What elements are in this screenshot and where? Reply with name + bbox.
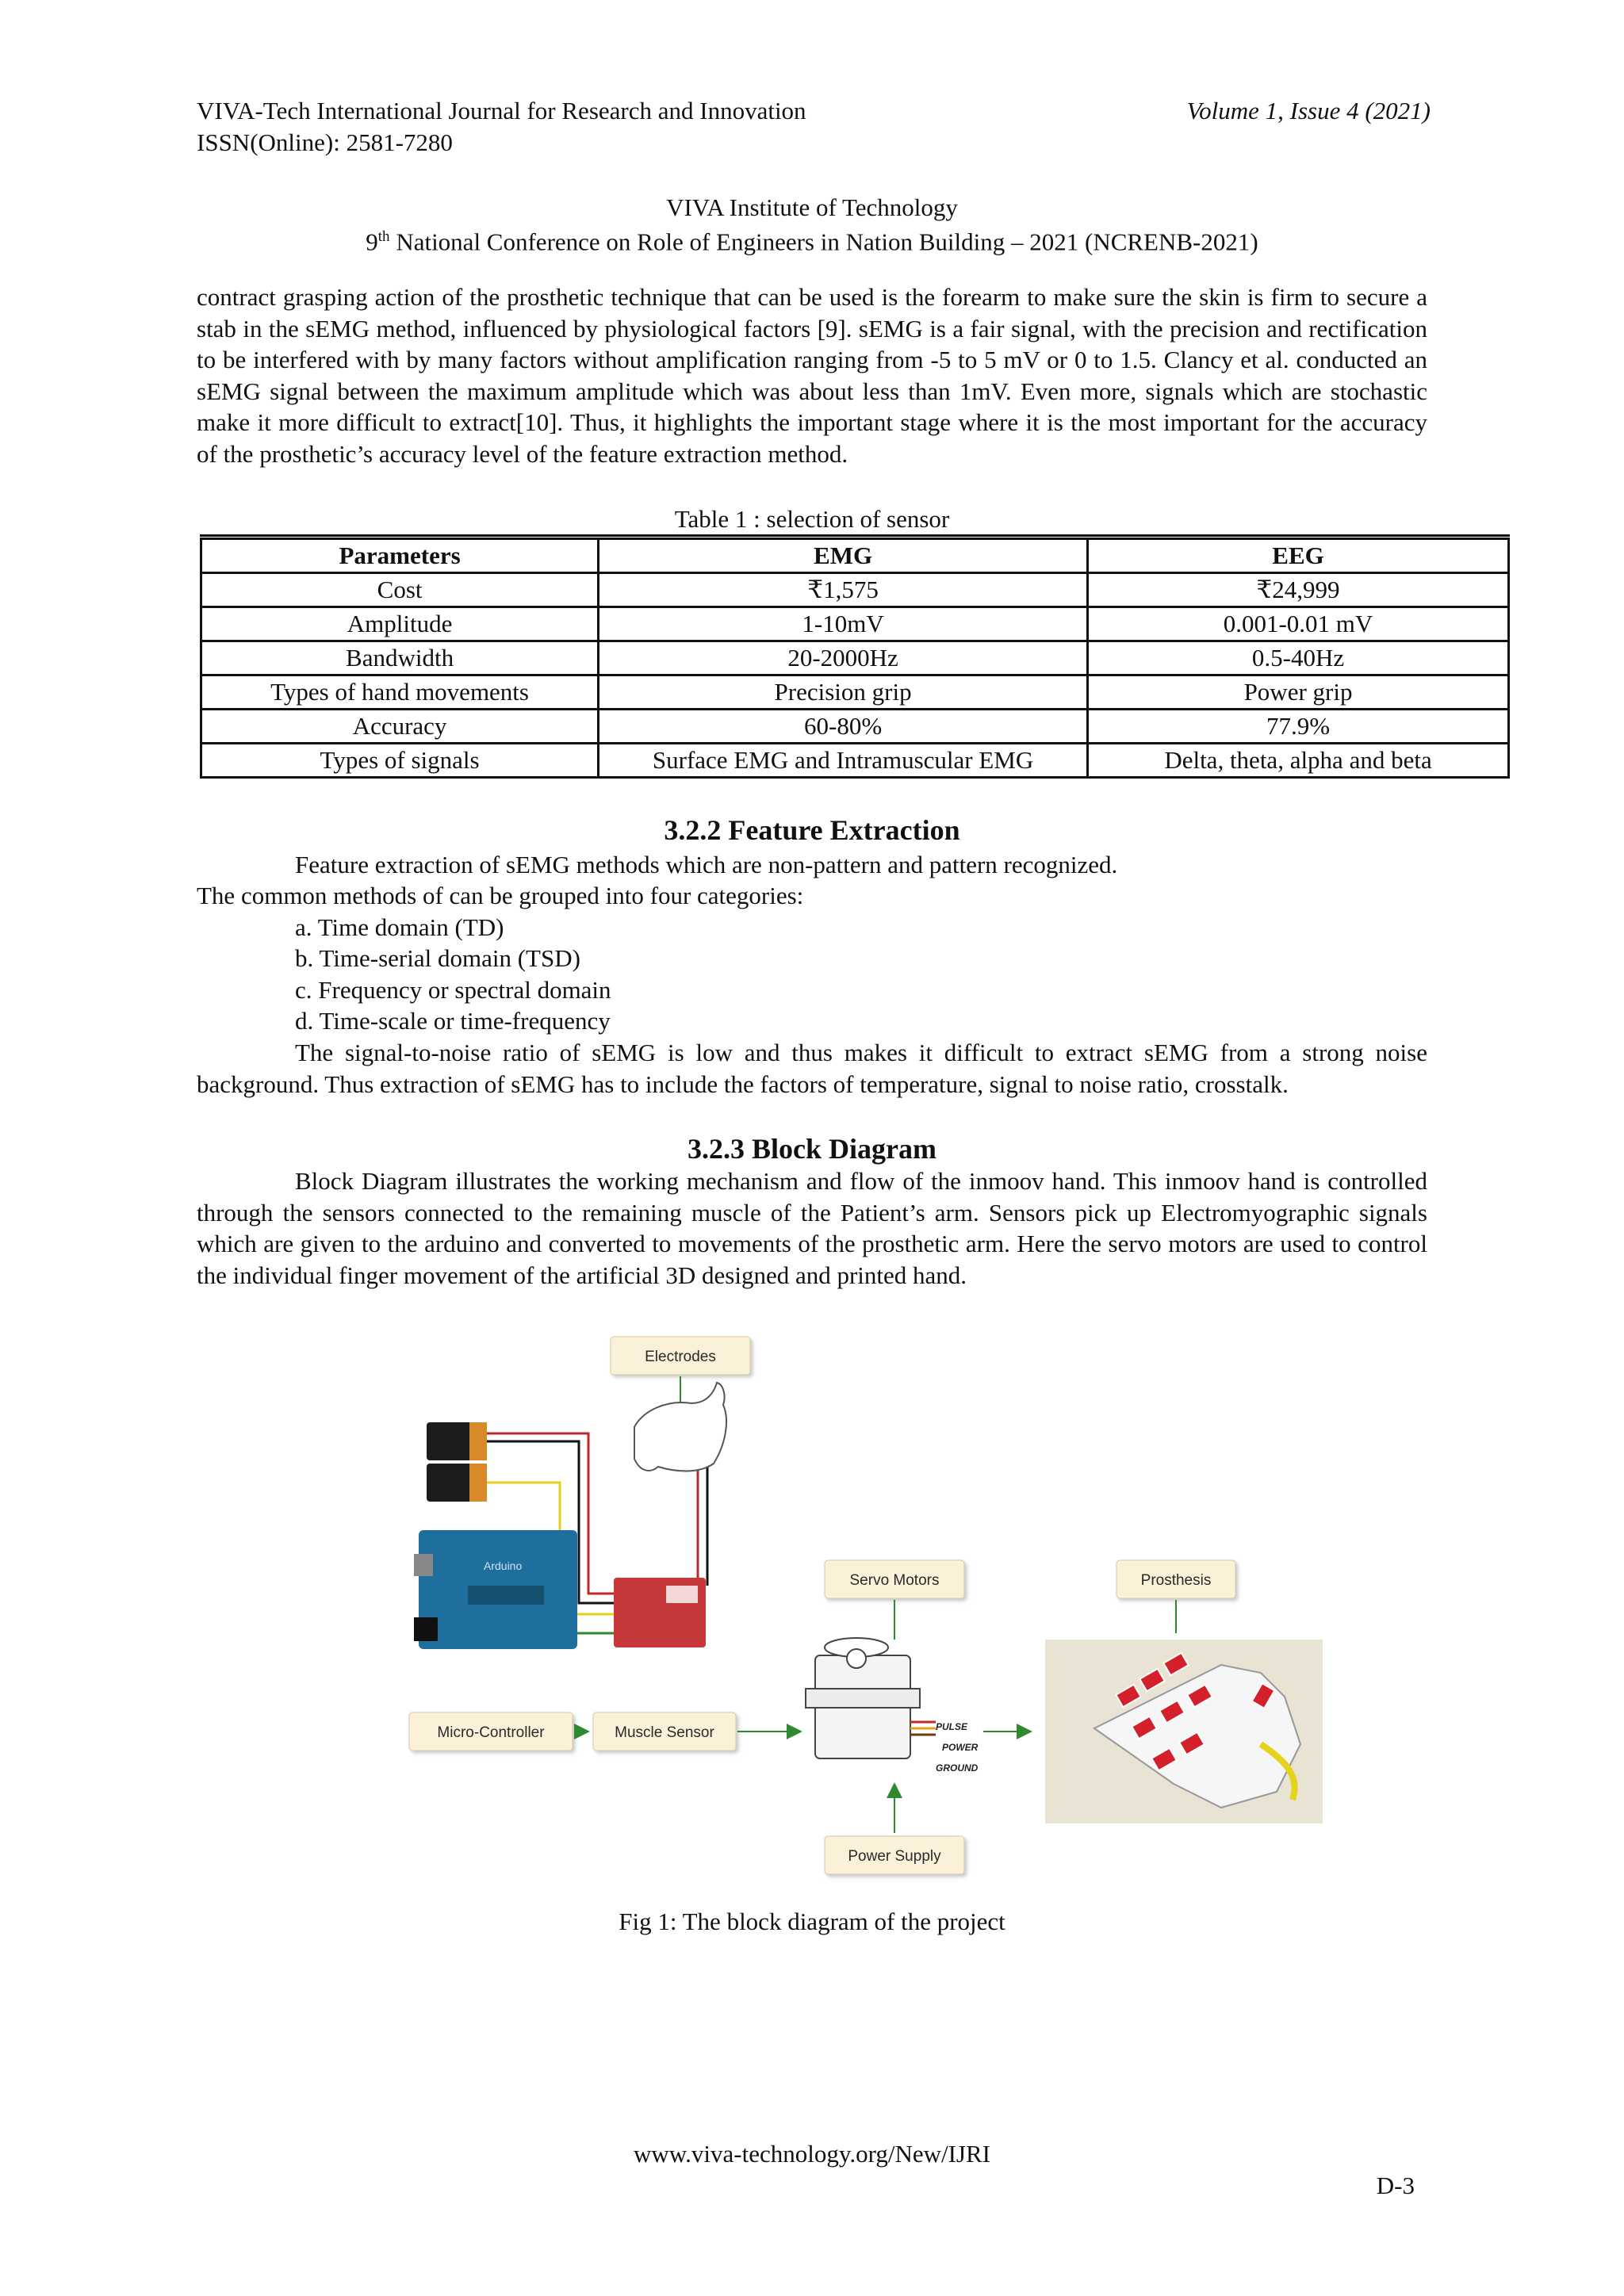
prosthesis-label: Prosthesis [1140, 1572, 1212, 1589]
feature-extraction-line-2: The common methods of can be grouped into four categories: [197, 882, 804, 909]
micro-controller-box [409, 1712, 573, 1751]
muscle-sensor-label: Muscle Sensor [615, 1724, 714, 1741]
footer-url[interactable]: www.viva-technology.org/New/IJRI [634, 2140, 990, 2168]
table-cell: Surface EMG and Intramuscular EMG [599, 744, 1088, 778]
arduino-board [414, 1530, 577, 1649]
table-top-rule [200, 534, 1510, 537]
journal-title: VIVA-Tech International Journal for Research and Innovation [197, 97, 806, 124]
power-supply-box [825, 1836, 964, 1874]
table-cell: Power grip [1088, 675, 1509, 710]
volume-issue: Volume 1, Issue 4 (2021) [1186, 97, 1431, 124]
power-supply-label: Power Supply [848, 1848, 941, 1865]
block-diagram-figure [381, 1316, 1364, 1903]
table-cell: 77.9% [1088, 710, 1509, 744]
section-heading-feature-extraction: 3.2.2 Feature Extraction [664, 814, 960, 846]
conference-line: 9th National Conference on Role of Engineers in Nation Building – 2021 (NCRENB-2021) [366, 228, 1258, 256]
table-cell: Cost [201, 573, 599, 607]
table-cell: Accuracy [201, 710, 599, 744]
table-row [201, 675, 1509, 710]
muscle-sensor-box [593, 1712, 736, 1751]
pulse-label: PULSE [936, 1721, 968, 1732]
list-item: b. Time-serial domain (TSD) [295, 944, 580, 972]
table-cell: Bandwidth [201, 641, 599, 675]
table-cell: 60-80% [599, 710, 1088, 744]
table-row [201, 744, 1509, 778]
table-cell: Types of signals [201, 744, 599, 778]
table-row [201, 710, 1509, 744]
table-cell: Amplitude [201, 607, 599, 641]
list-item: c. Frequency or spectral domain [295, 976, 611, 1004]
electrodes-box [611, 1337, 750, 1375]
servo-motor-icon [806, 1638, 979, 1774]
table-cell: 0.001-0.01 mV [1088, 607, 1509, 641]
table-cell: 20-2000Hz [599, 641, 1088, 675]
ground-label: GROUND [936, 1762, 979, 1774]
table-cell: Types of hand movements [201, 675, 599, 710]
issn: ISSN(Online): 2581-7280 [197, 128, 453, 156]
table-cell: 1-10mV [599, 607, 1088, 641]
table-row [201, 641, 1509, 675]
table-row [201, 573, 1509, 607]
servo-motors-label: Servo Motors [849, 1572, 940, 1589]
feature-extraction-closing: The signal-to-noise ratio of sEMG is low and thus makes it difficult to extract sEMG from a strong noise background. Thus extraction of sEMG has to include the factors of temperature, signal to noise ratio, crosstalk. [197, 1039, 1427, 1098]
table-cell: ₹24,999 [1088, 573, 1509, 607]
table-header-row [201, 539, 1509, 573]
electrodes-label: Electrodes [645, 1349, 716, 1365]
list-item: a. Time domain (TD) [295, 913, 504, 941]
micro-controller-label: Micro-Controller [437, 1724, 545, 1741]
table-caption: Table 1 : selection of sensor [674, 505, 950, 533]
table-cell: Delta, theta, alpha and beta [1088, 744, 1509, 778]
section-heading-block-diagram: 3.2.3 Block Diagram [688, 1133, 936, 1165]
servo-motors-box [825, 1560, 964, 1598]
feature-extraction-line-1: Feature extraction of sEMG methods which are non-pattern and pattern recognized. [295, 851, 1118, 878]
prosthesis-box [1116, 1560, 1235, 1598]
arduino-label: Arduino [484, 1559, 523, 1572]
institute-name: VIVA Institute of Technology [666, 193, 958, 221]
table-cell: Precision grip [599, 675, 1088, 710]
table-row [201, 607, 1509, 641]
table-cell: 0.5-40Hz [1088, 641, 1509, 675]
table-header-cell: Parameters [201, 539, 599, 573]
table-header-cell: EEG [1088, 539, 1509, 573]
table-cell: ₹1,575 [599, 573, 1088, 607]
table-header-cell: EMG [599, 539, 1088, 573]
page-number: D-3 [1376, 2172, 1415, 2199]
block-diagram-paragraph: Block Diagram illustrates the working mechanism and flow of the inmoov hand. This inmoov hand is controlled through the sensors connected to the remaining muscle of the Patient’s arm. Sensors pick up Electromyographic signals which are given to the arduino and converted to movements of the prosthetic arm. Here the servo motors are used to control the individual finger movement of the artificial 3D designed and printed hand. [197, 1167, 1427, 1289]
figure-caption: Fig 1: The block diagram of the project [619, 1908, 1005, 1935]
list-item: d. Time-scale or time-frequency [295, 1007, 611, 1035]
prosthetic-hand-image [1045, 1640, 1323, 1823]
intro-paragraph: contract grasping action of the prosthetic technique that can be used is the forearm to make sure the skin is firm to secure a stab in the sEMG method, influenced by physiological factors [9]. sEMG is a fair signal, with the precision and rectification to be interfered with by many factors without amplification ranging from -5 to 5 mV or 0 to 1.5. Clancy et al. conducted an sEMG signal between the maximum amplitude which was about less than 1mV. Even more, signals which are stochastic make it more difficult to extract[10]. Thus, it highlights the important stage where it is the most important for the accuracy of the prosthetic’s accuracy level of the feature extraction method. [197, 283, 1427, 468]
sensor-selection-table [200, 538, 1510, 779]
power-label: POWER [942, 1742, 979, 1753]
battery-icon [427, 1422, 487, 1502]
